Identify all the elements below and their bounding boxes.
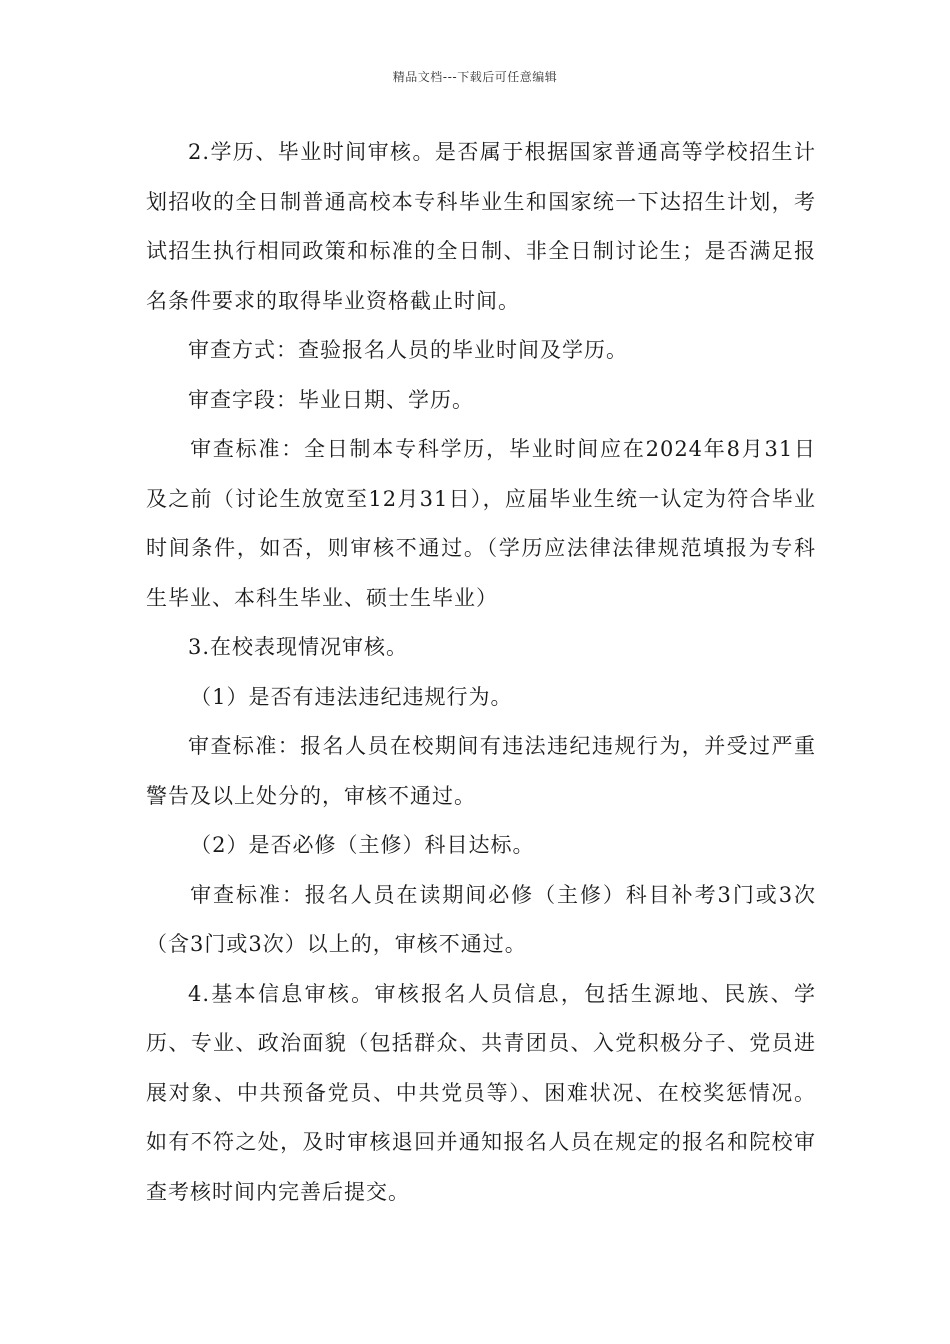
paragraph-education-review: 2.学历、毕业时间审核。是否属于根据国家普通高等学校招生计划招收的全日制普通高校本专科毕业生和国家统一下达招生计划，考试招生执行相同政策和标准的全日制、非全日制讨论生；是否满足报名条件要求的取得毕业资格截止时间。: [146, 140, 816, 313]
paragraph-review-fields: 审查字段：毕业日期、学历。: [188, 387, 474, 412]
paragraph-basic-info-review: 4.基本信息审核。审核报名人员信息，包括生源地、民族、学历、专业、政治面貌（包括群众、共青团员、入党积极分子、党员进展对象、中共预备党员、中共党员等）、困难状况、在校奖惩情况。如有不符之处，及时审核退回并通知报名人员在规定的报名和院校审查考核时间内完善后提交。: [146, 981, 816, 1204]
paragraph-review-method: 审查方式：查验报名人员的毕业时间及学历。: [188, 338, 628, 362]
paragraph-review-standard-violation: 审查标准：报名人员在校期间有违法违纪违规行为，并受过严重警告及以上处分的，审核不通过。: [146, 734, 816, 808]
paragraph-school-performance: 3.在校表现情况审核。: [188, 635, 409, 659]
paragraph-required-courses: （2）是否必修（主修）科目达标。: [190, 833, 535, 857]
page-header: 精品文档---下载后可任意编辑: [392, 70, 558, 84]
paragraph-review-standard-courses: 审查标准：报名人员在读期间必修（主修）科目补考3门或3次（含3门或3次）以上的，审核不通过。: [146, 882, 816, 956]
paragraph-review-standard-graduation: 审查标准：全日制本专科学历，毕业时间应在2024年8月31日及之前（讨论生放宽至12月31日），应届毕业生统一认定为符合毕业时间条件，如否，则审核不通过。（学历应法律法律规范填报为专科生毕业、本科生毕业、硕士生毕业）: [146, 437, 816, 610]
document-body: [146, 128, 816, 1217]
paragraph-violation-check: （1）是否有违法违纪违规行为。: [190, 684, 513, 709]
